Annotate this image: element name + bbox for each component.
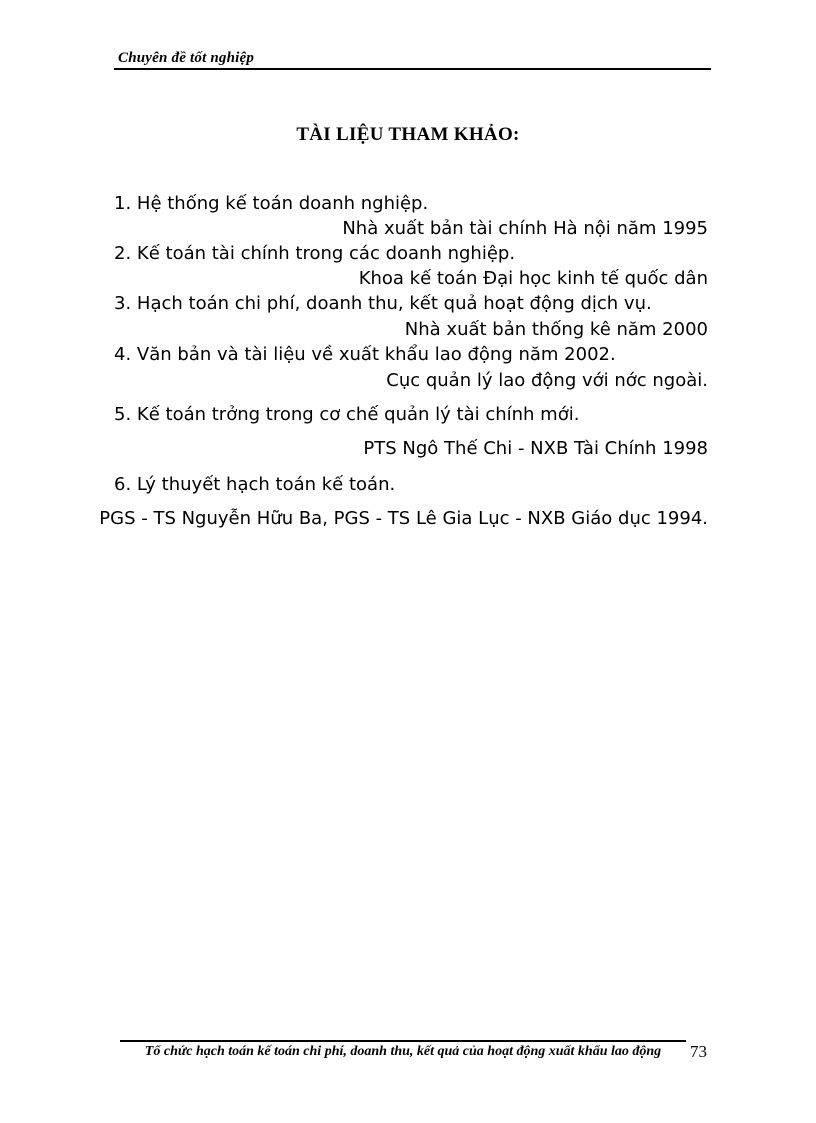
reference-source: PTS Ngô Thế Chi - NXB Tài Chính 1998 bbox=[363, 438, 708, 459]
page-header-title: Chuyên đề tốt nghiệp bbox=[118, 50, 255, 66]
reference-title: Văn bản và tài liệu về xuất khẩu lao động năm 2002. bbox=[136, 344, 616, 365]
reference-source: PGS - TS Nguyễn Hữu Ba, PGS - TS Lê Gia Lục - NXB Giáo dục 1994. bbox=[99, 508, 708, 529]
reference-number: 1. bbox=[114, 193, 132, 214]
reference-title: Kế toán tài chính trong các doanh nghiệp. bbox=[136, 243, 516, 264]
reference-number: 2. bbox=[114, 243, 132, 264]
reference-item-3 bbox=[114, 293, 652, 315]
reference-source: Cục quản lý lao động với nớc ngoài. bbox=[386, 370, 708, 391]
reference-title: Kế toán trởng trong cơ chế quản lý tài chính mới. bbox=[136, 404, 580, 425]
reference-source: Nhà xuất bản thống kê năm 2000 bbox=[404, 319, 708, 340]
reference-item-1 bbox=[114, 193, 428, 215]
reference-number: 4. bbox=[114, 344, 132, 365]
reference-title: Hạch toán chi phí, doanh thu, kết quả hoạt động dịch vụ. bbox=[136, 293, 652, 314]
footer-divider bbox=[120, 1040, 686, 1042]
reference-item-4 bbox=[114, 344, 616, 366]
reference-item-5 bbox=[114, 404, 579, 426]
reference-number: 5. bbox=[114, 404, 132, 425]
reference-number: 3. bbox=[114, 293, 132, 314]
page-number: 73 bbox=[690, 1042, 707, 1061]
page-footer-title: Tổ chức hạch toán kế toán chi phí, doanh thu, kết quả của hoạt động xuất khẩu lao động bbox=[144, 1044, 662, 1059]
reference-item-2 bbox=[114, 243, 515, 265]
reference-item-6 bbox=[114, 474, 395, 496]
reference-source: Khoa kế toán Đại học kinh tế quốc dân bbox=[358, 268, 708, 289]
page-title: TÀI LIỆU THAM KHẢO: bbox=[296, 124, 520, 145]
reference-number: 6. bbox=[114, 474, 132, 495]
reference-source: Nhà xuất bản tài chính Hà nội năm 1995 bbox=[342, 218, 708, 239]
reference-title: Hệ thống kế toán doanh nghiệp. bbox=[136, 193, 429, 214]
reference-title: Lý thuyết hạch toán kế toán. bbox=[136, 474, 396, 495]
